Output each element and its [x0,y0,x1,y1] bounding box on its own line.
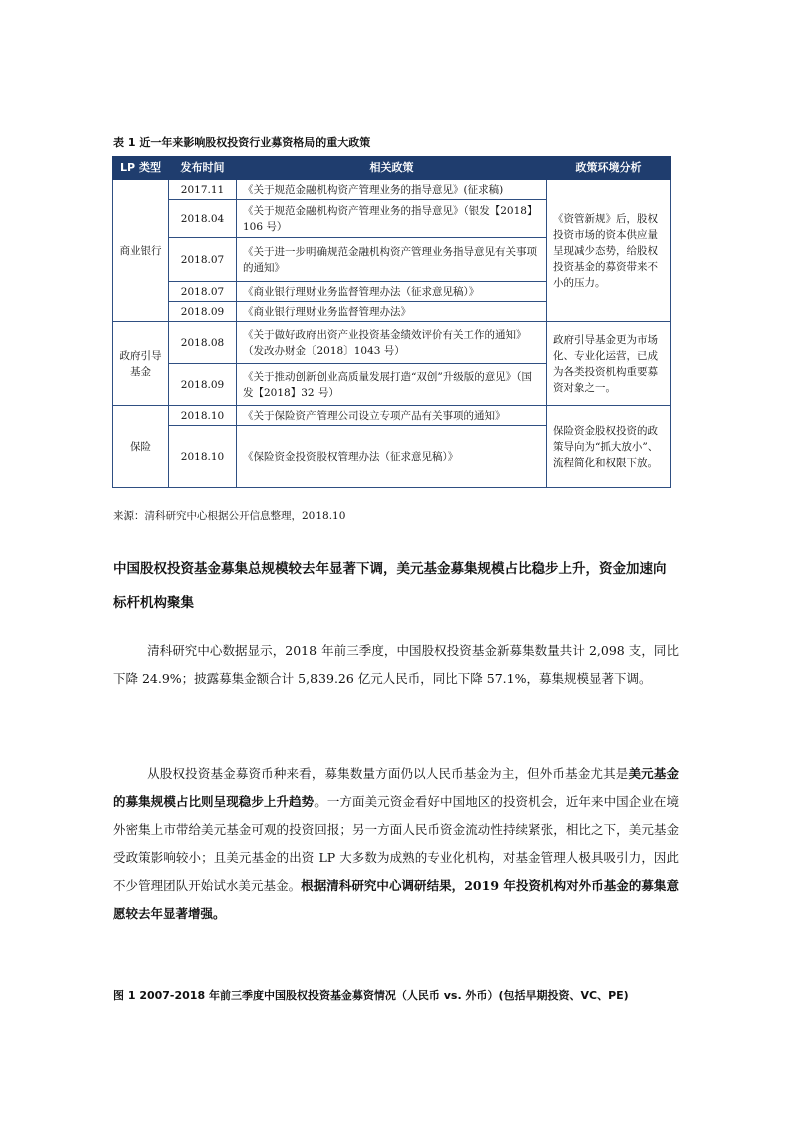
table-source-note: 来源：清科研究中心根据公开信息整理，2018.10 [113,510,346,522]
lp-type-cell: 保险 [113,406,169,488]
date-cell: 2018.09 [169,364,237,406]
header-analysis: 政策环境分析 [547,157,671,180]
table-caption: 表 1 近一年来影响股权投资行业募资格局的重大政策 [113,136,371,149]
paragraph-text: 。一方面美元资金看好中国地区的投资机会，近年来中国企业在境外密集上市带给美元基金可观的投资回报；另一方面人民币资金流动性持续紧张，相比之下，美元基金受政策影响较小；且美元基金的出资 LP 大多数为成熟的专业化机构，对基金管理人极具吸引力，因此不少管理团队开始试水美元基金。 [113,794,679,893]
table-header-row [113,157,671,180]
paragraph-bold-text: 美元基金的募集规模占比则呈现稳步上升趋势 [113,766,679,809]
date-cell: 2018.07 [169,282,237,302]
lp-type-cell: 政府引导基金 [113,322,169,406]
date-cell: 2018.08 [169,322,237,364]
policy-cell: 《关于规范金融机构资产管理业务的指导意见》（银发【2018】106 号） [237,200,547,238]
policy-cell: 《关于规范金融机构资产管理业务的指导意见》(征求稿) [237,180,547,200]
table-row [113,406,671,426]
date-cell: 2017.11 [169,180,237,200]
section-heading: 中国股权投资基金募集总规模较去年显著下调，美元基金募集规模占比稳步上升，资金加速向标杆机构聚集 [113,561,667,611]
date-cell: 2018.09 [169,302,237,322]
policy-cell: 《关于保险资产管理公司设立专项产品有关事项的通知》 [237,406,547,426]
table-row [113,322,671,364]
paragraph-currency-analysis [113,760,679,928]
policy-cell: 《关于推动创新创业高质量发展打造“双创”升级版的意见》（国发【2018】32 号） [237,364,547,406]
policy-cell: 《商业银行理财业务监督管理办法（征求意见稿）》 [237,282,547,302]
analysis-cell: 政府引导基金更为市场化、专业化运营，已成为各类投资机构重要募资对象之一。 [547,322,671,406]
policy-cell: 《保险资金投资股权管理办法（征求意见稿）》 [237,426,547,488]
header-lp-type: LP 类型 [113,157,169,180]
table-row [113,180,671,200]
analysis-cell: 《资管新规》后，股权投资市场的资本供应量呈现减少态势，给股权投资基金的募资带来不小的压力。 [547,180,671,322]
paragraph-bold-text: 根据清科研究中心调研结果，2019 年投资机构对外币基金的募集意愿较去年显著增强。 [113,878,679,921]
paragraph-fundraising-summary [113,637,679,693]
policy-table [112,156,671,488]
date-cell: 2018.10 [169,426,237,488]
date-cell: 2018.04 [169,200,237,238]
figure-caption: 图 1 2007-2018 年前三季度中国股权投资基金募资情况（人民币 vs. 外币）(包括早期投资、VC、PE) [113,989,629,1002]
policy-cell: 《关于进一步明确规范金融机构资产管理业务指导意见有关事项的通知》 [237,238,547,282]
paragraph-text: 清科研究中心数据显示，2018 年前三季度，中国股权投资基金新募集数量共计 2,098 支，同比下降 24.9%；披露募集金额合计 5,839.26 亿元人民币，同比下降 57.1%，募集规模显著下调。 [113,643,679,686]
paragraph-text: 从股权投资基金募资币种来看，募集数量方面仍以人民币基金为主，但外币基金尤其是 [147,766,629,781]
analysis-cell: 保险资金股权投资的政策导向为“抓大放小”、流程简化和权限下放。 [547,406,671,488]
header-policy: 相关政策 [237,157,547,180]
date-cell: 2018.10 [169,406,237,426]
date-cell: 2018.07 [169,238,237,282]
policy-cell: 《关于做好政府出资产业投资基金绩效评价有关工作的通知》（发改办财金〔2018〕1043 号） [237,322,547,364]
lp-type-cell: 商业银行 [113,180,169,322]
header-date: 发布时间 [169,157,237,180]
policy-cell: 《商业银行理财业务监督管理办法》 [237,302,547,322]
